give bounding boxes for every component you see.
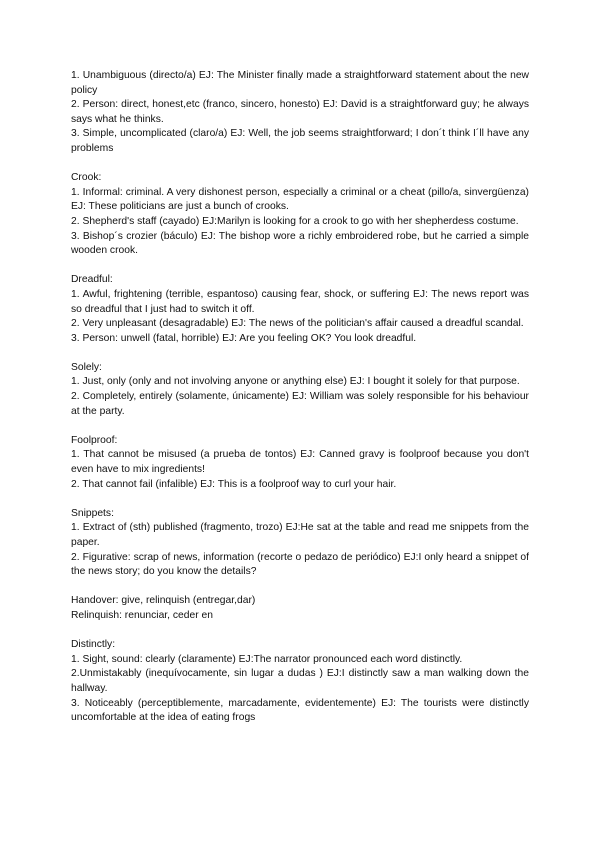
- section-dreadful: [71, 273, 529, 346]
- definition-item: 1. Sight, sound: clearly (claramente) EJ:The narrator pronounced each word distinctly.: [71, 653, 463, 665]
- definition-item: 3. Person: unwell (fatal, horrible) EJ: Are you feeling OK? You look dreadful.: [71, 332, 417, 344]
- definition-line: Relinquish: renunciar, ceder en: [71, 609, 213, 621]
- definition-item: 1. Just, only (only and not involving anyone or anything else) EJ: I bought it solely for that purpose.: [71, 376, 520, 388]
- definition-item: 2. Very unpleasant (desagradable) EJ: The news of the politician's affair caused a dreadful scandal.: [71, 318, 524, 330]
- section-distinctly: [71, 638, 529, 726]
- definition-item: 1. Extract of (sth) published (fragmento, trozo) EJ:He sat at the table and read me snippets from the paper.: [71, 522, 529, 548]
- section-solely: [71, 361, 529, 419]
- term-heading: Distinctly:: [71, 639, 116, 651]
- definition-item: 1. Unambiguous (directo/a) EJ: The Minister finally made a straightforward statement about the new policy: [71, 70, 529, 96]
- section-foolproof: [71, 434, 529, 492]
- definition-item: 2. Shepherd's staff (cayado) EJ:Marilyn is looking for a crook to go with her shepherdess costume.: [71, 215, 519, 227]
- definition-item: 1. That cannot be misused (a prueba de tontos) EJ: Canned gravy is foolproof because you don't even have to mix ingredients!: [71, 449, 529, 476]
- definition-item: 2.Unmistakably (inequívocamente, sin lugar a dudas ) EJ:I distinctly saw a man walking down the hallway.: [71, 668, 529, 694]
- term-heading: Dreadful:: [71, 274, 113, 286]
- definition-item: 3. Simple, uncomplicated (claro/a) EJ: Well, the job seems straightforward; I don´t think I´ll have any problems: [71, 128, 529, 154]
- definition-item: 3. Bishop´s crozier (báculo) EJ: The bishop wore a richly embroidered robe, but he carried a simple wooden crook.: [71, 230, 529, 257]
- term-heading: Solely:: [71, 361, 102, 373]
- definition-item: 2. That cannot fail (infalible) EJ: This is a foolproof way to curl your hair.: [71, 478, 397, 490]
- definition-line: Handover: give, relinquish (entregar,dar): [71, 595, 256, 607]
- definition-item: 2. Completely, entirely (solamente, únicamente) EJ: William was solely responsible for his behaviour at the party.: [71, 391, 529, 417]
- section-crook: [71, 171, 529, 259]
- section-straightforward: [71, 69, 529, 157]
- definition-item: 2. Person: direct, honest,etc (franco, sincero, honesto) EJ: David is a straightforward guy; he always says what he thinks.: [71, 99, 529, 125]
- definition-item: 2. Figurative: scrap of news, information (recorte o pedazo de periódico) EJ:I only heard a snippet of the news story; do you know the details?: [71, 551, 529, 578]
- term-heading: Foolproof:: [71, 434, 118, 446]
- term-heading: Snippets:: [71, 507, 114, 519]
- term-heading: Crook:: [71, 172, 102, 184]
- definition-item: 1. Awful, frightening (terrible, espantoso) causing fear, shock, or suffering EJ: The news report was so dreadful that I just had to switch it off.: [71, 288, 529, 315]
- section-handover: [71, 594, 529, 623]
- definition-item: 3. Noticeably (perceptiblemente, marcadamente, evidentemente) EJ: The tourists were distinctly uncomfortable at the idea of eating frogs: [71, 697, 529, 724]
- definition-item: 1. Informal: criminal. A very dishonest person, especially a criminal or a cheat (pillo/a, sinvergüenza) EJ: These politicians are just a bunch of crooks.: [71, 186, 529, 213]
- section-snippets: [71, 507, 529, 580]
